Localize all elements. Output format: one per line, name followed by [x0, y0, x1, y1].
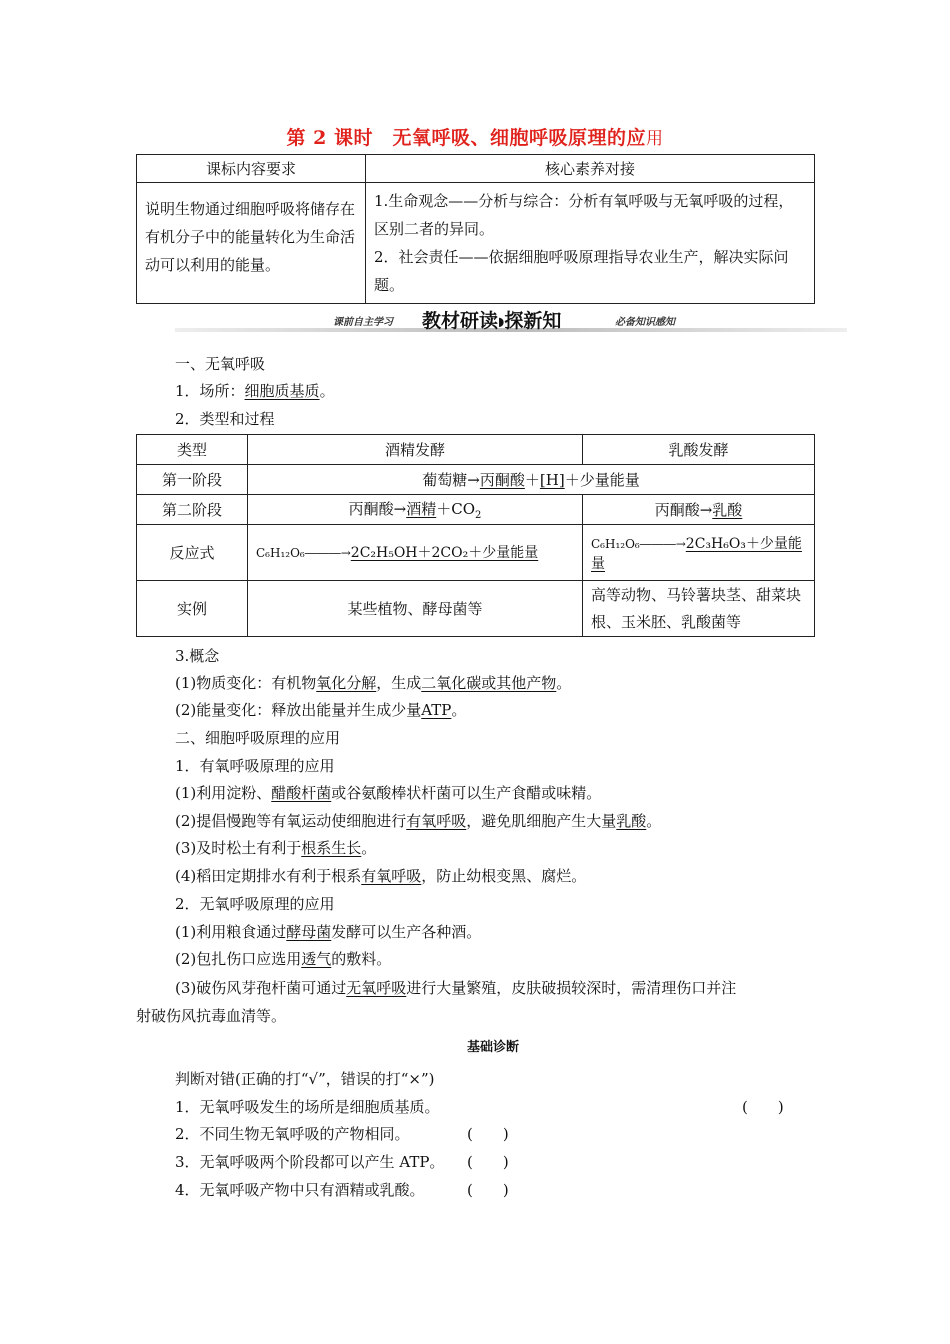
stage2-alc-a: 丙酮酸→ — [348, 500, 407, 518]
a2-a: (2)提倡慢跑等有氧运动使细胞进行 — [175, 812, 407, 830]
stage1-energy: ＋少量能量 — [564, 471, 640, 489]
banner-main-a: 教材研读 — [422, 310, 499, 332]
standards-right-item-2: 2．社会责任——依据细胞呼吸原理指导农业生产，解决实际问题。 — [374, 248, 789, 294]
b1-b: 酵母菌 — [286, 923, 332, 941]
type-header: 类型 — [137, 435, 248, 465]
equation-alcohol — [248, 525, 583, 581]
b3-b: 无氧呼吸 — [346, 979, 407, 997]
a1-a: (1)利用淀粉、 — [175, 784, 272, 802]
b2-b: 透气 — [301, 950, 332, 968]
stage2-lac-lactate: 乳酸 — [712, 501, 743, 519]
standards-header-left: 课标内容要求 — [137, 155, 366, 183]
diagnosis-item-3: 3．无氧呼吸两个阶段都可以产生 ATP。 — [175, 1153, 445, 1171]
b2-a: (2)包扎伤口应选用 — [175, 950, 302, 968]
stage1-a: 葡萄糖→ — [422, 471, 480, 489]
answer-blank-4[interactable]: ( ) — [467, 1181, 509, 1199]
aerobic-heading: 1．有氧呼吸原理的应用 — [175, 757, 335, 775]
lesson-title-main: 第 2 课时 无氧呼吸、细胞呼吸原理的应 — [286, 127, 646, 149]
stage1-h: [H] — [539, 471, 565, 489]
stage1-cell — [248, 465, 815, 495]
example-label: 实例 — [137, 581, 248, 637]
a3-c: 。 — [361, 839, 377, 857]
banner-main-b: 探新知 — [504, 310, 562, 332]
eq-alc-answer: 2C₂H₅OH＋2CO₂＋少量能量 — [350, 544, 539, 561]
lesson-title-tail: 用 — [645, 129, 664, 149]
stage2-lactic — [583, 495, 815, 525]
section1-place — [175, 380, 335, 401]
lactic-header: 乳酸发酵 — [583, 435, 815, 465]
a1-b: 醋酸杆菌 — [271, 784, 332, 802]
a3-b: 根系生长 — [301, 839, 362, 857]
standards-table — [136, 154, 815, 304]
c2-b: ATP — [421, 701, 452, 719]
diagnosis-instruction: 判断对错(正确的打“√”，错误的打“×”) — [175, 1070, 435, 1088]
concept-heading: 3.概念 — [175, 647, 220, 665]
stage1-pyruvate: 丙酮酸 — [479, 471, 525, 489]
answer-blank-2[interactable]: ( ) — [467, 1125, 509, 1143]
c1-e: 。 — [556, 674, 572, 692]
diagnosis-item-2: 2．不同生物无氧呼吸的产物相同。 — [175, 1125, 410, 1143]
lesson-title — [0, 123, 950, 150]
eq-lac-answer: 2C₃H₆O₃＋少量能量 — [591, 535, 802, 572]
eq-alc-pre: C₆H₁₂O₆―――→ — [256, 545, 351, 560]
a3-a: (3)及时松土有利于 — [175, 839, 302, 857]
aerobic-item-4 — [175, 865, 586, 886]
b1-c: 发酵可以生产各种酒。 — [331, 923, 482, 941]
standards-header-right: 核心素养对接 — [366, 155, 815, 183]
concept-line-1 — [175, 672, 571, 693]
a4-c: ，防止幼根变黑、腐烂。 — [421, 867, 587, 885]
concept-line-2 — [175, 699, 466, 720]
diagnosis-item-4: 4．无氧呼吸产物中只有酒精或乳酸。 — [175, 1181, 425, 1199]
stage1-plus: ＋ — [524, 471, 540, 489]
standards-right-item-1: 1.生命观念——分析与综合：分析有氧呼吸与无氧呼吸的过程，区别二者的异同。 — [374, 192, 794, 238]
b3-a: (3)破伤风芽孢杆菌可通过 — [175, 979, 347, 997]
respiration-type-table — [136, 434, 815, 637]
co2-subscript: 2 — [475, 510, 482, 521]
stage2-lac-a: 丙酮酸→ — [654, 501, 713, 519]
a2-e: 。 — [646, 812, 662, 830]
banner-right-label: 必备知识感知 — [615, 317, 675, 328]
banner-left-label: 课前自主学习 — [333, 317, 393, 328]
place-prefix: 1．场所： — [175, 382, 245, 400]
section1-heading: 一、无氧呼吸 — [175, 355, 266, 373]
example-alcohol: 某些植物、酵母菌等 — [248, 581, 583, 637]
stage2-label: 第二阶段 — [137, 495, 248, 525]
standards-right-cell — [366, 183, 815, 304]
diagnosis-item-1: 1．无氧呼吸发生的场所是细胞质基质。 — [175, 1098, 440, 1116]
aerobic-item-1 — [175, 782, 601, 803]
section2-heading: 二、细胞呼吸原理的应用 — [175, 729, 341, 747]
answer-blank-1[interactable]: ( ) — [742, 1098, 784, 1116]
eq-lac-pre: C₆H₁₂O₆―――→ — [591, 536, 686, 551]
c1-a: (1)物质变化：有机物 — [175, 674, 317, 692]
c1-c: ，生成 — [376, 674, 422, 692]
b2-c: 的敷料。 — [331, 950, 392, 968]
answer-blank-3[interactable]: ( ) — [467, 1153, 509, 1171]
a1-c: 或谷氨酸棒状杆菌可以生产食醋或味精。 — [331, 784, 602, 802]
equation-lactic — [583, 525, 815, 581]
banner-separator-icon: ◗ — [498, 314, 505, 329]
stage2-alc-co: ＋CO — [436, 500, 475, 518]
alcohol-header: 酒精发酵 — [248, 435, 583, 465]
section-banner — [175, 306, 847, 334]
stage2-alc-ethanol: 酒精 — [406, 500, 437, 518]
a4-a: (4)稻田定期排水有利于根系 — [175, 867, 362, 885]
standards-left-text: 说明生物通过细胞呼吸将储存在有机分子中的能量转化为生命活动可以利用的能量。 — [137, 183, 366, 304]
equation-label: 反应式 — [137, 525, 248, 581]
example-lactic: 高等动物、马铃薯块茎、甜菜块根、玉米胚、乳酸菌等 — [583, 581, 815, 637]
banner-main-label — [422, 306, 561, 333]
anaerobic-item-3 — [175, 977, 736, 998]
anaerobic-item-1 — [175, 921, 481, 942]
aerobic-item-3 — [175, 837, 376, 858]
anaerobic-item-2 — [175, 948, 391, 969]
basic-diagnosis-label: 基础诊断 — [440, 1036, 546, 1052]
c2-a: (2)能量变化：释放出能量并生成少量 — [175, 701, 422, 719]
stage1-label: 第一阶段 — [137, 465, 248, 495]
c1-d: 二氧化碳或其他产物 — [421, 674, 557, 692]
c1-b: 氧化分解 — [316, 674, 377, 692]
a2-b: 有氧呼吸 — [406, 812, 467, 830]
place-end: 。 — [319, 382, 335, 400]
b1-a: (1)利用粮食通过 — [175, 923, 287, 941]
anaerobic-item-3-cont: 射破伤风抗毒血清等。 — [136, 1007, 287, 1025]
place-answer: 细胞质基质 — [244, 382, 320, 400]
aerobic-item-2 — [175, 810, 661, 831]
section1-types-heading: 2．类型和过程 — [175, 410, 275, 428]
c2-c: 。 — [451, 701, 467, 719]
stage2-alcohol — [248, 495, 583, 525]
a2-d: 乳酸 — [616, 812, 647, 830]
a2-c: ，避免肌细胞产生大量 — [466, 812, 617, 830]
anaerobic-heading: 2．无氧呼吸原理的应用 — [175, 895, 335, 913]
a4-b: 有氧呼吸 — [361, 867, 422, 885]
b3-c: 进行大量繁殖，皮肤破损较深时，需清理伤口并注 — [406, 979, 737, 997]
